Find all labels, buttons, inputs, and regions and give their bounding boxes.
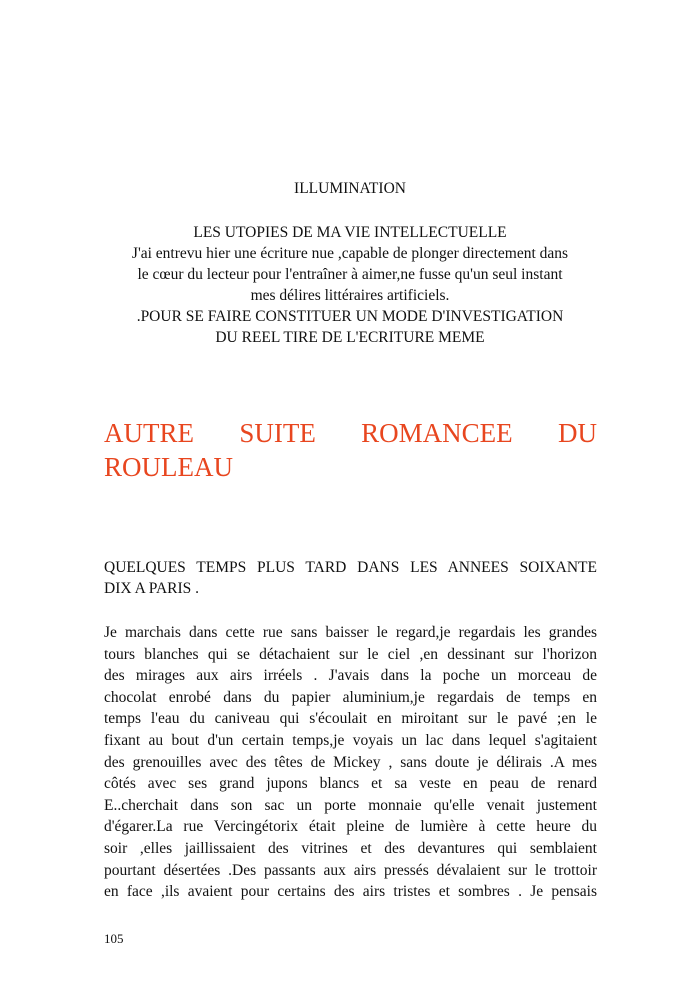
intro-line: DU REEL TIRE DE L'ECRITURE MEME: [215, 329, 485, 346]
intro-line: .POUR SE FAIRE CONSTITUER UN MODE D'INVESTIGATION: [136, 308, 564, 325]
page-number: 105: [104, 931, 124, 946]
chapter-title-word: ROMANCEE: [361, 418, 513, 448]
illumination-heading: ILLUMINATION: [294, 180, 406, 197]
body-line: soir ,elles jaillissaient des vitrines et des devantures qui semblaient: [104, 839, 597, 857]
body-line: côtés avec ses grand jupons blancs et sa veste en peau de renard: [104, 775, 597, 793]
intro-block: [100, 222, 600, 348]
body-line: des mirages aux airs irréels . J'avais dans la poche un morceau de: [104, 667, 597, 685]
intro-line: mes délires littéraires artificiels.: [250, 287, 450, 304]
section-heading-line: QUELQUES TEMPS PLUS TARD DANS LES ANNEES SOIXANTE: [104, 559, 597, 576]
chapter-title-row: [104, 450, 597, 484]
body-line: tours blanches qui se détachaient sur le ciel ,en dessinant sur l'horizon: [104, 645, 597, 663]
body-line: E..cherchait dans son sac un porte monnaie qu'elle venait justement: [104, 796, 597, 814]
body-line: temps l'eau du caniveau qui s'écoulait en miroitant sur le pavé ;en le: [104, 710, 597, 728]
body-line: pourtant désertées .Des passants aux airs pressés dévalaient sur le trottoir: [104, 861, 597, 879]
chapter-title: [104, 416, 597, 484]
body-line: des grenouilles avec des têtes de Mickey , sans doute je délirais .A mes: [104, 753, 597, 771]
section-heading: [104, 557, 597, 599]
chapter-title-word: SUITE: [239, 418, 316, 448]
chapter-title-word: AUTRE: [104, 418, 194, 448]
intro-line: LES UTOPIES DE MA VIE INTELLECTUELLE: [193, 224, 507, 241]
chapter-title-row: [104, 416, 597, 450]
section-heading-line: DIX A PARIS .: [104, 580, 200, 597]
body-line: en face ,ils avaient pour certains des airs tristes et sombres . Je pensais: [104, 883, 597, 901]
intro-line: le cœur du lecteur pour l'entraîner à aimer,ne fusse qu'un seul instant: [137, 266, 563, 283]
body-line: d'égarer.La rue Vercingétorix était pleine de lumière à cette heure du: [104, 818, 597, 836]
body-paragraph: [104, 622, 597, 903]
intro-line: J'ai entrevu hier une écriture nue ,capable de plonger directement dans: [131, 245, 569, 262]
chapter-title-word: ROULEAU: [104, 452, 233, 482]
body-line: Je marchais dans cette rue sans baisser le regard,je regardais les grandes: [104, 624, 597, 641]
body-line: chocolat enrobé dans du papier aluminium,je regardais de temps en: [104, 688, 597, 706]
chapter-title-word: DU: [558, 418, 597, 448]
body-line: fixant au bout d'un certain temps,je voyais un lac dans lequel s'agitaient: [104, 731, 597, 749]
